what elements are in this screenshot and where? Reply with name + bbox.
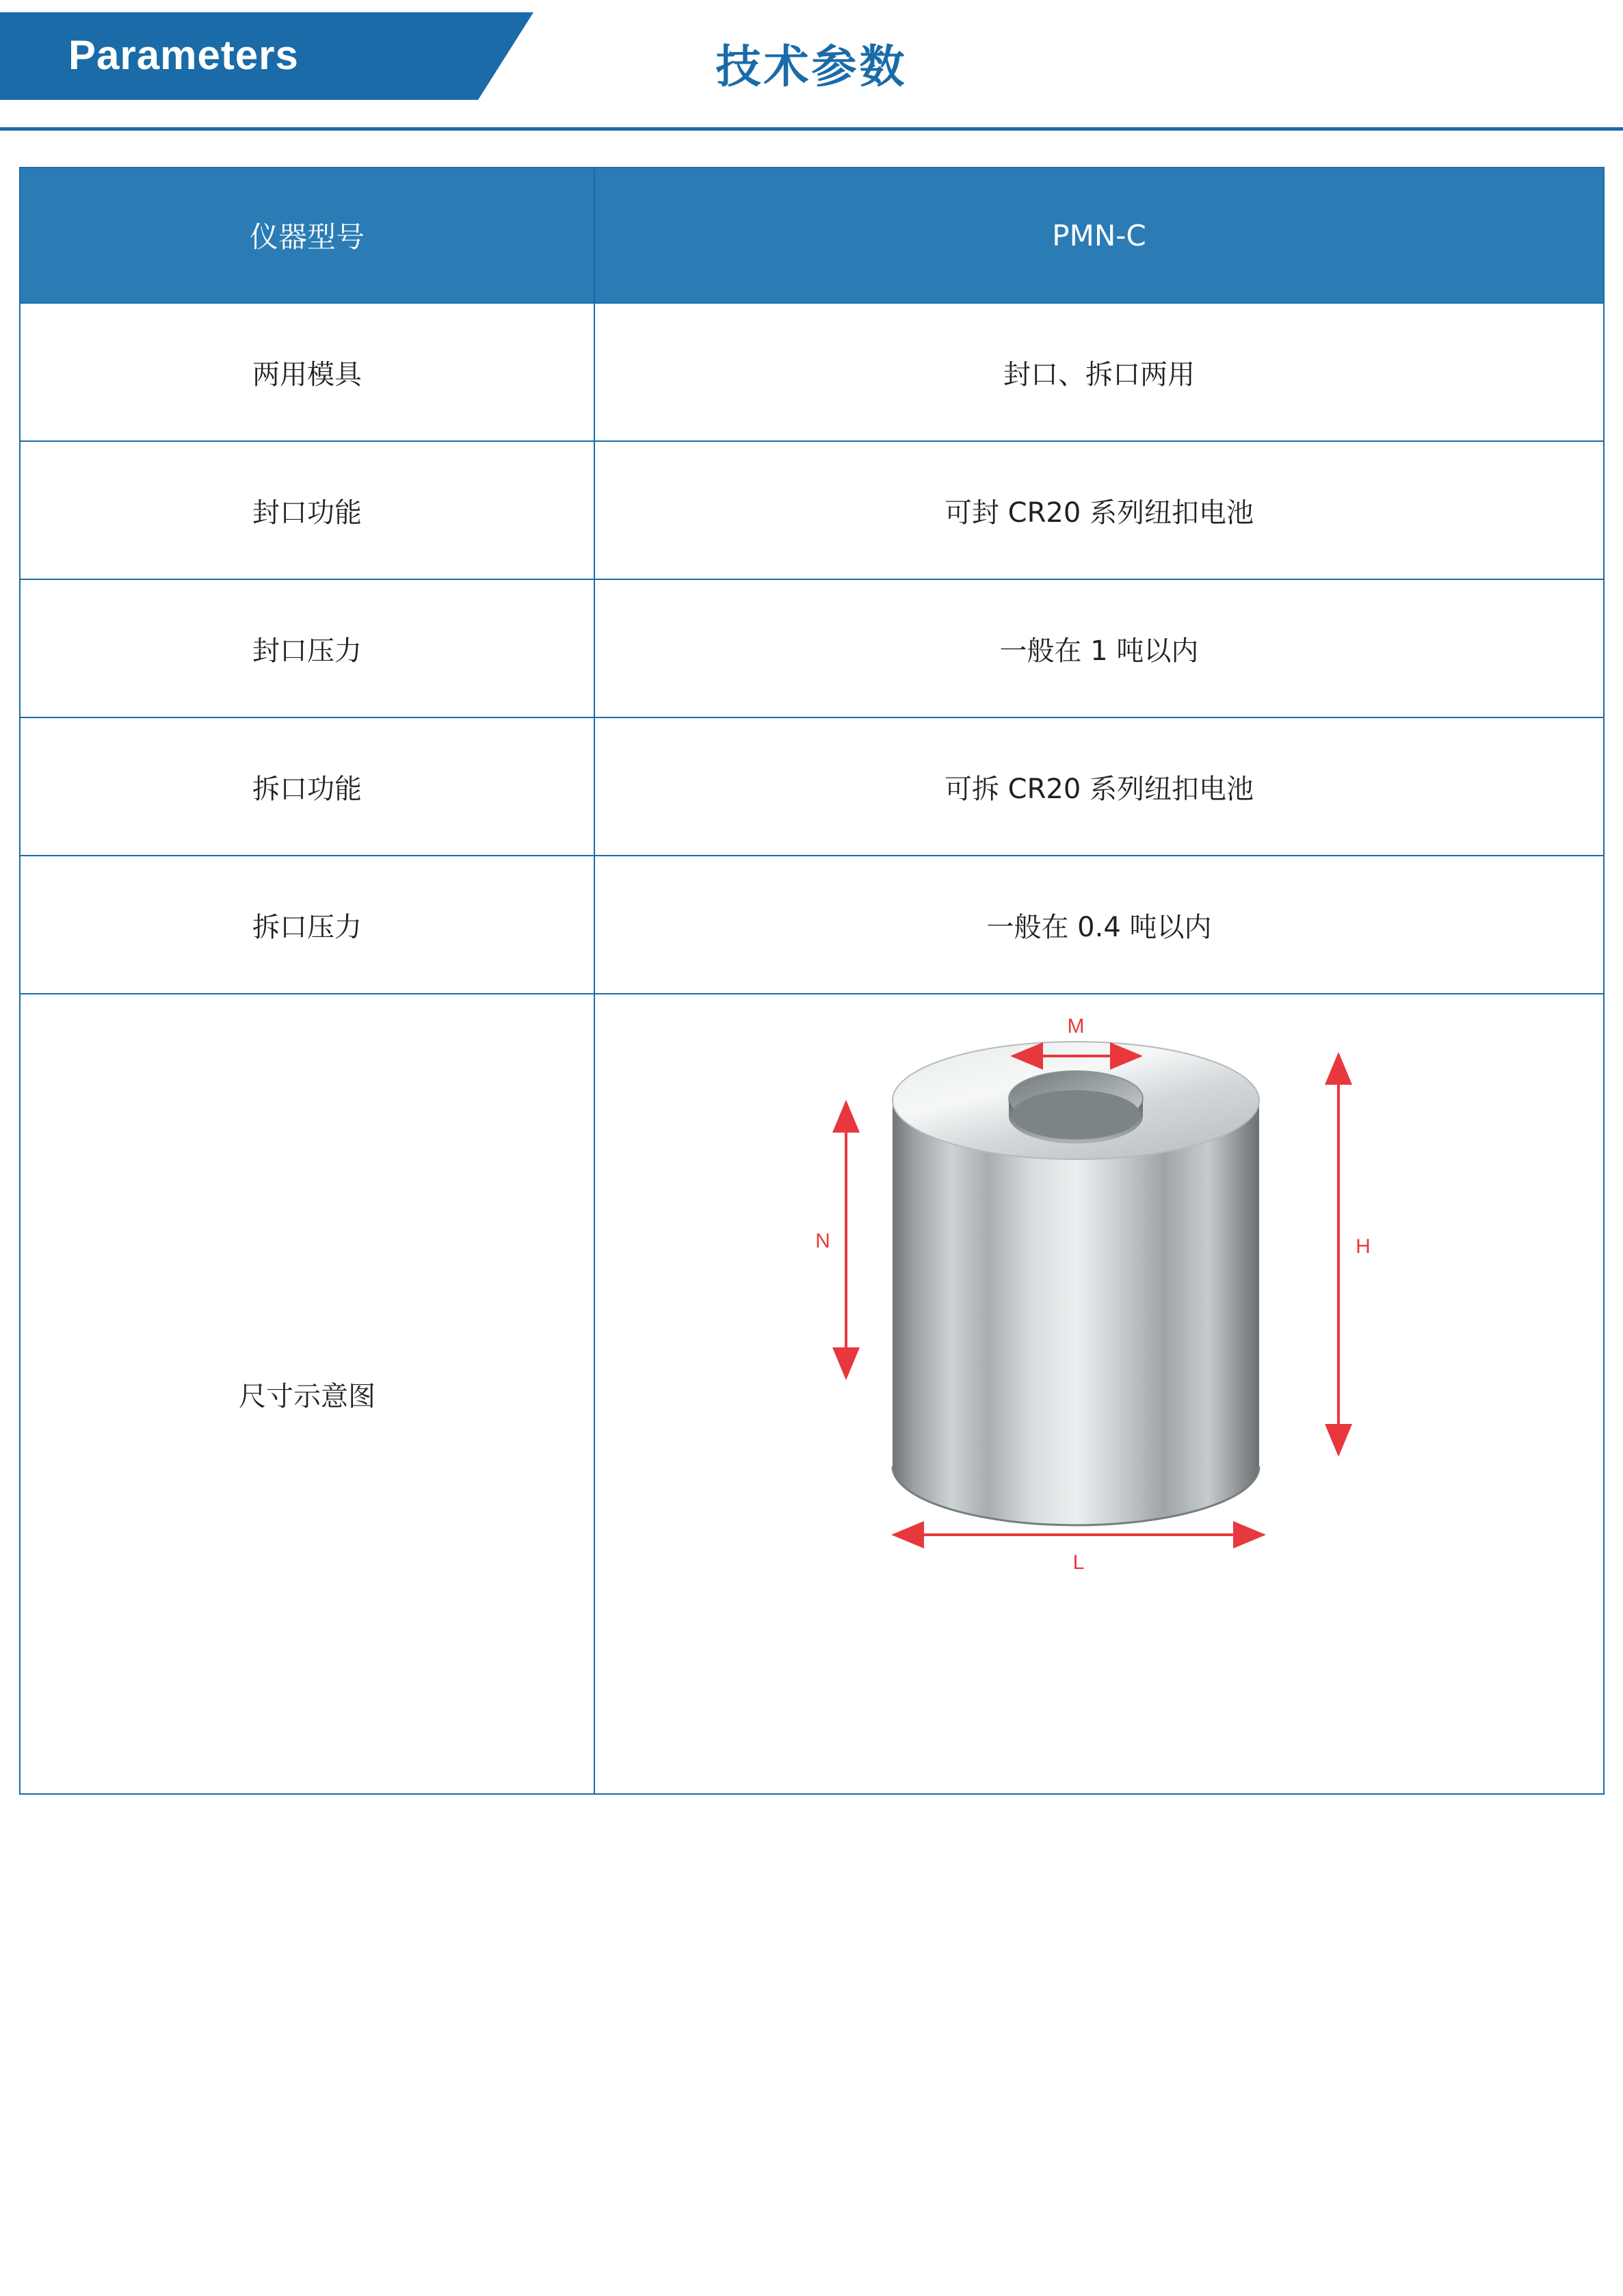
header-english-title: Parameters <box>68 32 299 78</box>
row-label: 拆口压力 <box>20 856 594 994</box>
row-label: 封口功能 <box>20 441 594 579</box>
row-label: 封口压力 <box>20 579 594 717</box>
table-header-label: 仪器型号 <box>20 168 594 303</box>
mold-illustration-svg <box>723 994 1475 1788</box>
row-value: 一般在 1 吨以内 <box>594 579 1604 717</box>
dimension-label-m: M <box>1067 1015 1085 1038</box>
header-divider <box>0 127 1623 131</box>
header-chinese-title: 技术参数 <box>715 40 908 93</box>
dimension-diagram-cell <box>594 994 1604 1794</box>
dimension-n <box>815 1103 846 1377</box>
spec-table <box>19 167 1605 1795</box>
table-row <box>20 717 1604 856</box>
table-row <box>20 856 1604 994</box>
dimension-l <box>894 1535 1263 1574</box>
table-row <box>20 303 1604 441</box>
page-header <box>0 0 1623 130</box>
dimension-label-n: N <box>815 1230 830 1252</box>
spec-table-container <box>19 167 1605 1795</box>
table-row-diagram <box>20 994 1604 1794</box>
dimension-h <box>1338 1055 1371 1454</box>
row-value: 可封 CR20 系列纽扣电池 <box>594 441 1604 579</box>
mold-body <box>893 1042 1259 1525</box>
table-row <box>20 579 1604 717</box>
dimension-label-l: L <box>1072 1551 1085 1574</box>
row-label: 两用模具 <box>20 303 594 441</box>
row-value: 一般在 0.4 吨以内 <box>594 856 1604 994</box>
mold-dimension-figure <box>595 994 1603 1793</box>
row-value: 封口、拆口两用 <box>594 303 1604 441</box>
table-row <box>20 441 1604 579</box>
row-label: 尺寸示意图 <box>20 994 594 1794</box>
row-value: 可拆 CR20 系列纽扣电池 <box>594 717 1604 856</box>
table-header-row <box>20 168 1604 303</box>
row-label: 拆口功能 <box>20 717 594 856</box>
dimension-label-h: H <box>1356 1235 1371 1258</box>
table-header-value: PMN-C <box>594 168 1604 303</box>
